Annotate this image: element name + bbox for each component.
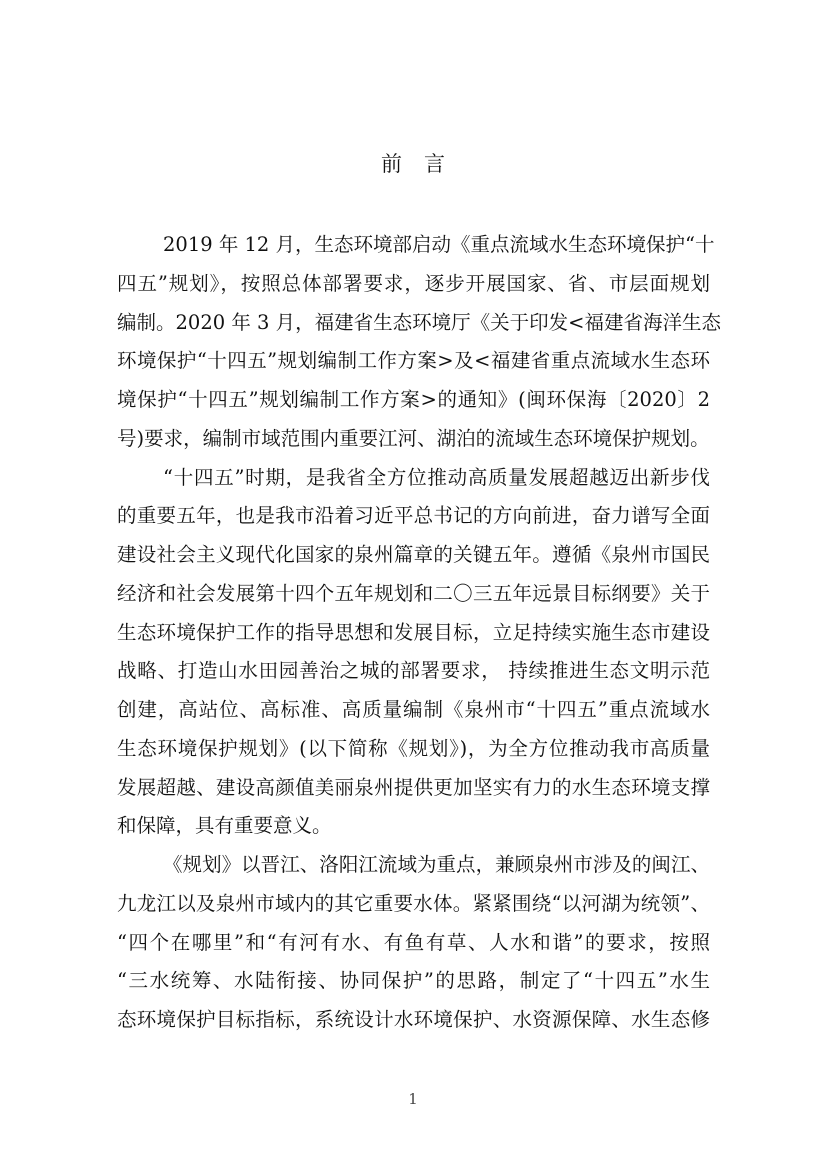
text-line: 2019 年 12 月，生态环境部启动《重点流域水生态环境保护“十 xyxy=(163,233,715,256)
text-line: 经济和社会发展第十四个五年规划和二〇三五年远景目标纲要》关于 xyxy=(117,581,710,605)
text-line: 创建，高站位、高标准、高质量编制《泉州市“十四五”重点流域水 xyxy=(117,698,710,721)
text-line: 编制。2020 年 3 月，福建省生态环境厅《关于印发<福建省海洋生态 xyxy=(117,310,721,334)
text-line: 生态环境保护工作的指导思想和发展目标，立足持续实施生态市建设 xyxy=(117,620,710,644)
page-number: 1 xyxy=(408,1090,418,1108)
text-line: 九龙江以及泉州市域内的其它重要水体。紧紧围绕“以河湖为统领”、 xyxy=(117,891,710,915)
text-line: 四五”规划》，按照总体部署要求，逐步开展国家、省、市层面规划 xyxy=(117,271,710,295)
paragraph xyxy=(117,463,710,851)
paragraph xyxy=(117,230,721,463)
text-line: 境保护“十四五”规划编制工作方案>的通知》(闽环保海〔2020〕2 xyxy=(117,388,710,411)
text-line: 生态环境保护规划》(以下简称《规划》)，为全方位推动我市高质量 xyxy=(117,736,710,760)
text-line: “三水统筹、水陆衔接、协同保护”的思路，制定了“十四五”水生 xyxy=(117,969,710,993)
text-line: 发展超越、建设高颜值美丽泉州提供更加坚实有力的水生态环境支撑 xyxy=(117,775,710,799)
text-line: 和保障，具有重要意义。 xyxy=(117,814,332,838)
text-line: “四个在哪里”和“有河有水、有鱼有草、人水和谐”的要求，按照 xyxy=(117,930,710,954)
text-line: 环境保护“十四五”规划编制工作方案>及<福建省重点流域水生态环 xyxy=(117,349,710,373)
text-line: 的重要五年，也是我市沿着习近平总书记的方向前进，奋力谱写全面 xyxy=(117,504,710,528)
page-title: 前言 xyxy=(381,152,467,176)
text-line: 号)要求，编制市域范围内重要江河、湖泊的流域生态环境保护规划。 xyxy=(117,426,710,450)
text-line: 建设社会主义现代化国家的泉州篇章的关键五年。遵循《泉州市国民 xyxy=(117,543,710,566)
document-body xyxy=(117,230,721,1044)
text-line: “十四五”时期，是我省全方位推动高质量发展超越迈出新步伐 xyxy=(163,465,710,489)
text-line: 《规划》以晋江、洛阳江流域为重点，兼顾泉州市涉及的闽江、 xyxy=(163,853,710,876)
text-line: 态环境保护目标指标，系统设计水环境保护、水资源保障、水生态修 xyxy=(117,1008,710,1031)
text-line: 战略、打造山水田园善治之城的部署要求， 持续推进生态文明示范 xyxy=(117,659,710,683)
paragraph xyxy=(117,850,710,1044)
